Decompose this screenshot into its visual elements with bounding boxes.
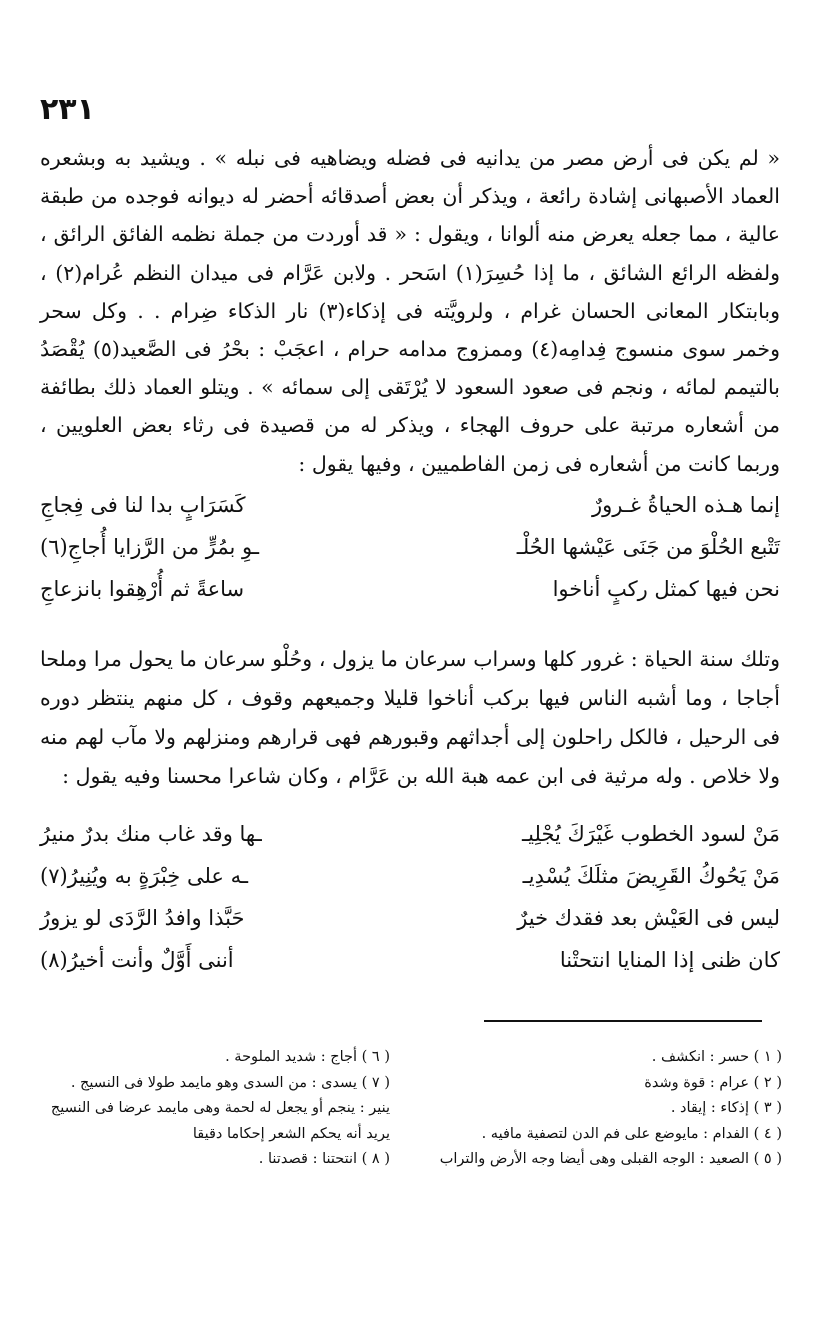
poem-block-1 <box>40 493 780 619</box>
paragraph-text: « لم يكن فى أرض مصر من يدانيه فى فضله ويضاهيه فى نبله » . ويشيد به وبشعره العماد الأصبهانى إشادة رائعة ، ويذكر أن بعض أصدقائه أحضر له ديوانه فوجده من طبقة عالية ، مما جعله يعرض منه ألوانا ، ويقول : « قد أوردت من جملة نظمه الفائق الرائق ، ولفظه الرائع الشائق ، ما إذا حُسِرَ(١) اسَحر . ولابن عَرَّام فى ميدان النظم عُرام(٢) ، وبابتكار المعانى الحسان غرام ، ولرويَّته فى إذكاء(٣) نار الذكاء ضِرام . . وكل سحر وخمر سوى منسوج فِدامِه(٤) وممزوج مدامه حرام ، اعجَبْ : بحْرُ فى الصَّعيد(٥) يُقْصَدُ بالتيمم لمائه ، ونجم فى صعود السعود لا يُرْتَقى إلى سمائه » . ويتلو العماد ذلك بطائفة من أشعاره مرتبة على حروف الهجاء ، ويذكر له من قصيدة فى رثاء بعض العلويين ، وربما كانت من أشعاره فى زمن الفاطميين ، وفيها يقول : <box>40 146 780 476</box>
poem-verse <box>40 493 780 535</box>
verse-first-hemistich: مَنْ يَحُوكُ القَرِيضَ مثلَكَ يُسْدِيـ <box>522 864 780 888</box>
footnote: ( ٤ ) الفدام : مايوضع على فم الدن لتصفية مافيه . <box>481 1125 782 1142</box>
verse-second-hemistich: كَسَرَابٍ بدا لنا فى فِجاجِ <box>40 493 246 517</box>
page-number: ٢٣١ <box>40 92 95 127</box>
poem-verse <box>40 948 780 990</box>
paragraph-text: وتلك سنة الحياة : غرور كلها وسراب سرعان ما يزول ، وحُلْو سرعان ما يحول مرا وملحا أجاجا ، وما أشبه الناس فيها بركب أناخوا قليلا وجميعهم وقوف ، كل منهم ينتظر دوره فى الرحيل ، فالكل راحلون إلى أجداثهم وقبورهم فهى قرارهم ومنزلهم ولا مآب لهم منه ولا خلاص . وله مرثية فى ابن عمه هبة الله بن عَرَّام ، وكان شاعرا محسنا وفيه يقول : <box>40 647 780 788</box>
footnote: يريد أنه يحكم الشعر إحكاما دقيقا <box>192 1125 390 1142</box>
poem-block-2 <box>40 822 780 990</box>
verse-first-hemistich: مَنْ لسود الخطوب غَيْرَكَ يُجْلِيـ <box>522 822 780 846</box>
poem-verse <box>40 822 780 864</box>
footnote: ( ٣ ) إذكاء : إيقاد . <box>670 1100 782 1116</box>
verse-second-hemistich: ساعةً ثم أُرْهِقوا بانزعاجِ <box>40 577 245 601</box>
body-paragraph-1 <box>40 139 780 483</box>
footnote: ( ٨ ) انتحتنا : قصدتنا . <box>258 1151 390 1167</box>
body-paragraph-2 <box>40 640 780 796</box>
poem-verse <box>40 906 780 948</box>
verse-second-hemistich: ـه على خِبْرَةٍ به ويُنِيرُ(٧) <box>40 864 249 888</box>
verse-second-hemistich: ـها وقد غاب منك بدرٌ منيرُ <box>40 822 262 846</box>
footnotes-column-right <box>420 1045 782 1173</box>
verse-first-hemistich: كان ظنى إذا المنايا انتحتْنا <box>559 948 780 972</box>
footnotes-column-left <box>40 1045 390 1173</box>
verse-second-hemistich: حَبَّذا وافدُ الرَّدَى لو يزورُ <box>40 906 245 930</box>
footnote: ينير : ينجم أو يجعل له لحمة وهى مايمد عرضا فى النسيج <box>50 1100 390 1116</box>
verse-first-hemistich: تَتْبع الحُلْوَ من جَنَى عَيْشها الحُلْـ <box>516 535 780 559</box>
footnote: ( ٦ ) أجاج : شديد الملوحة . <box>225 1049 390 1065</box>
poem-verse <box>40 535 780 577</box>
poem-verse <box>40 577 780 619</box>
footnote: ( ١ ) حسر : انكشف . <box>651 1049 782 1065</box>
footnote: ( ٥ ) الصعيد : الوجه القبلى وهى أيضا وجه الأرض والتراب <box>439 1151 782 1167</box>
footnote: ( ٧ ) يسدى : من السدى وهو مايمد طولا فى النسيج . <box>70 1074 390 1091</box>
poem-verse <box>40 864 780 906</box>
verse-first-hemistich: إنما هـذه الحياةُ غـرورٌ <box>591 493 780 517</box>
verse-second-hemistich: أننى أَوَّلٌ وأنت أخيرُ(٨) <box>40 948 234 972</box>
footnote-divider <box>484 1020 762 1022</box>
footnote: ( ٢ ) عرام : قوة وشدة <box>644 1074 782 1091</box>
verse-second-hemistich: ـوِ بمُرٍّ من الرَّزايا أُجاجِ(٦) <box>40 535 259 559</box>
verse-first-hemistich: ليس فى العَيْش بعد فقدك خيرٌ <box>517 906 780 930</box>
verse-first-hemistich: نحن فيها كمثل ركبٍ أناخوا <box>552 577 780 601</box>
